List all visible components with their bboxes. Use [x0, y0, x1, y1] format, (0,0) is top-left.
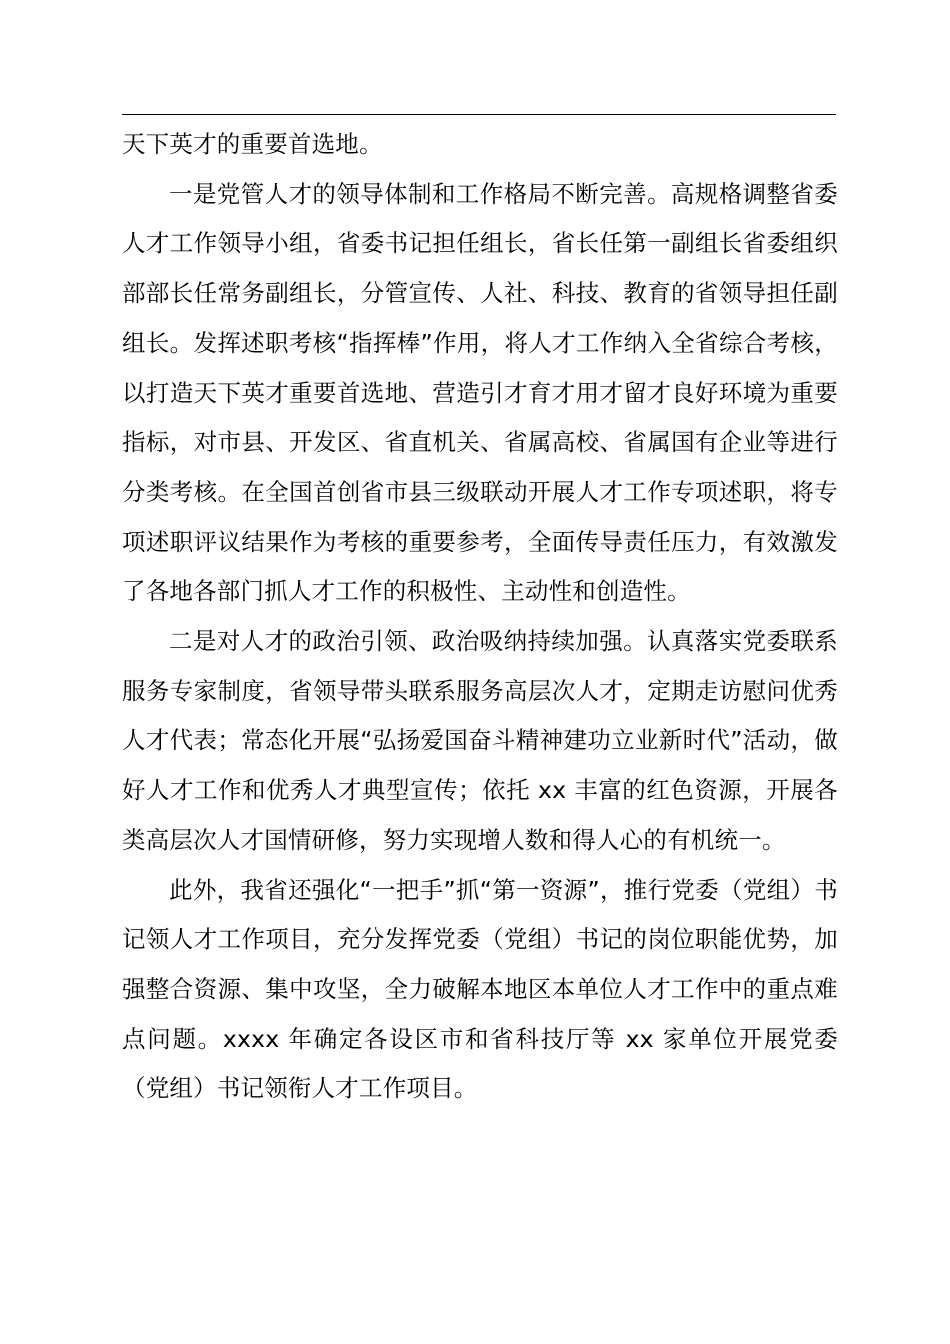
paragraph-secretary-projects: 此外，我省还强化“一把手”抓“第一资源”，推行党委（党组）书记领人才工作项目，充分发挥党委（党组）书记的岗位职能优势，加强整合资源、集中攻坚，全力破解本地区本单位人才工作中的重点难点问题。xxxx 年确定各设区市和省科技厅等 xx 家单位开展党委（党组）书记领衔人才工作项目。	[122, 875, 838, 1103]
document-body	[122, 120, 838, 1114]
paragraph-political-guidance: 二是对人才的政治引领、政治吸纳持续加强。认真落实党委联系服务专家制度，省领导带头联系服务高层次人才，定期走访慰问优秀人才代表；常态化开展“弘扬爱国奋斗精神建功立业新时代”活动，做好人才工作和优秀人才典型宣传；依托 xx 丰富的红色资源，开展各类高层次人才国情研修，努力实现增人数和得人心的有机统一。	[122, 627, 838, 854]
paragraph-continuation: 天下英才的重要首选地。	[122, 130, 383, 158]
header-rule	[122, 114, 836, 115]
paragraph-party-leadership: 一是党管人才的领导体制和工作格局不断完善。高规格调整省委人才工作领导小组，省委书记担任组长，省长任第一副组长省委组织部部长任常务副组长，分管宣传、人社、科技、教育的省领导担任副组长。发挥述职考核“指挥棒”作用，将人才工作纳入全省综合考核，以打造天下英才重要首选地、营造引才育才用才留才良好环境为重要指标，对市县、开发区、省直机关、省属高校、省属国有企业等进行分类考核。在全国首创省市县三级联动开展人才工作专项述职，将专项述职评议结果作为考核的重要参考，全面传导责任压力，有效激发了各地各部门抓人才工作的积极性、主动性和创造性。	[122, 179, 838, 606]
